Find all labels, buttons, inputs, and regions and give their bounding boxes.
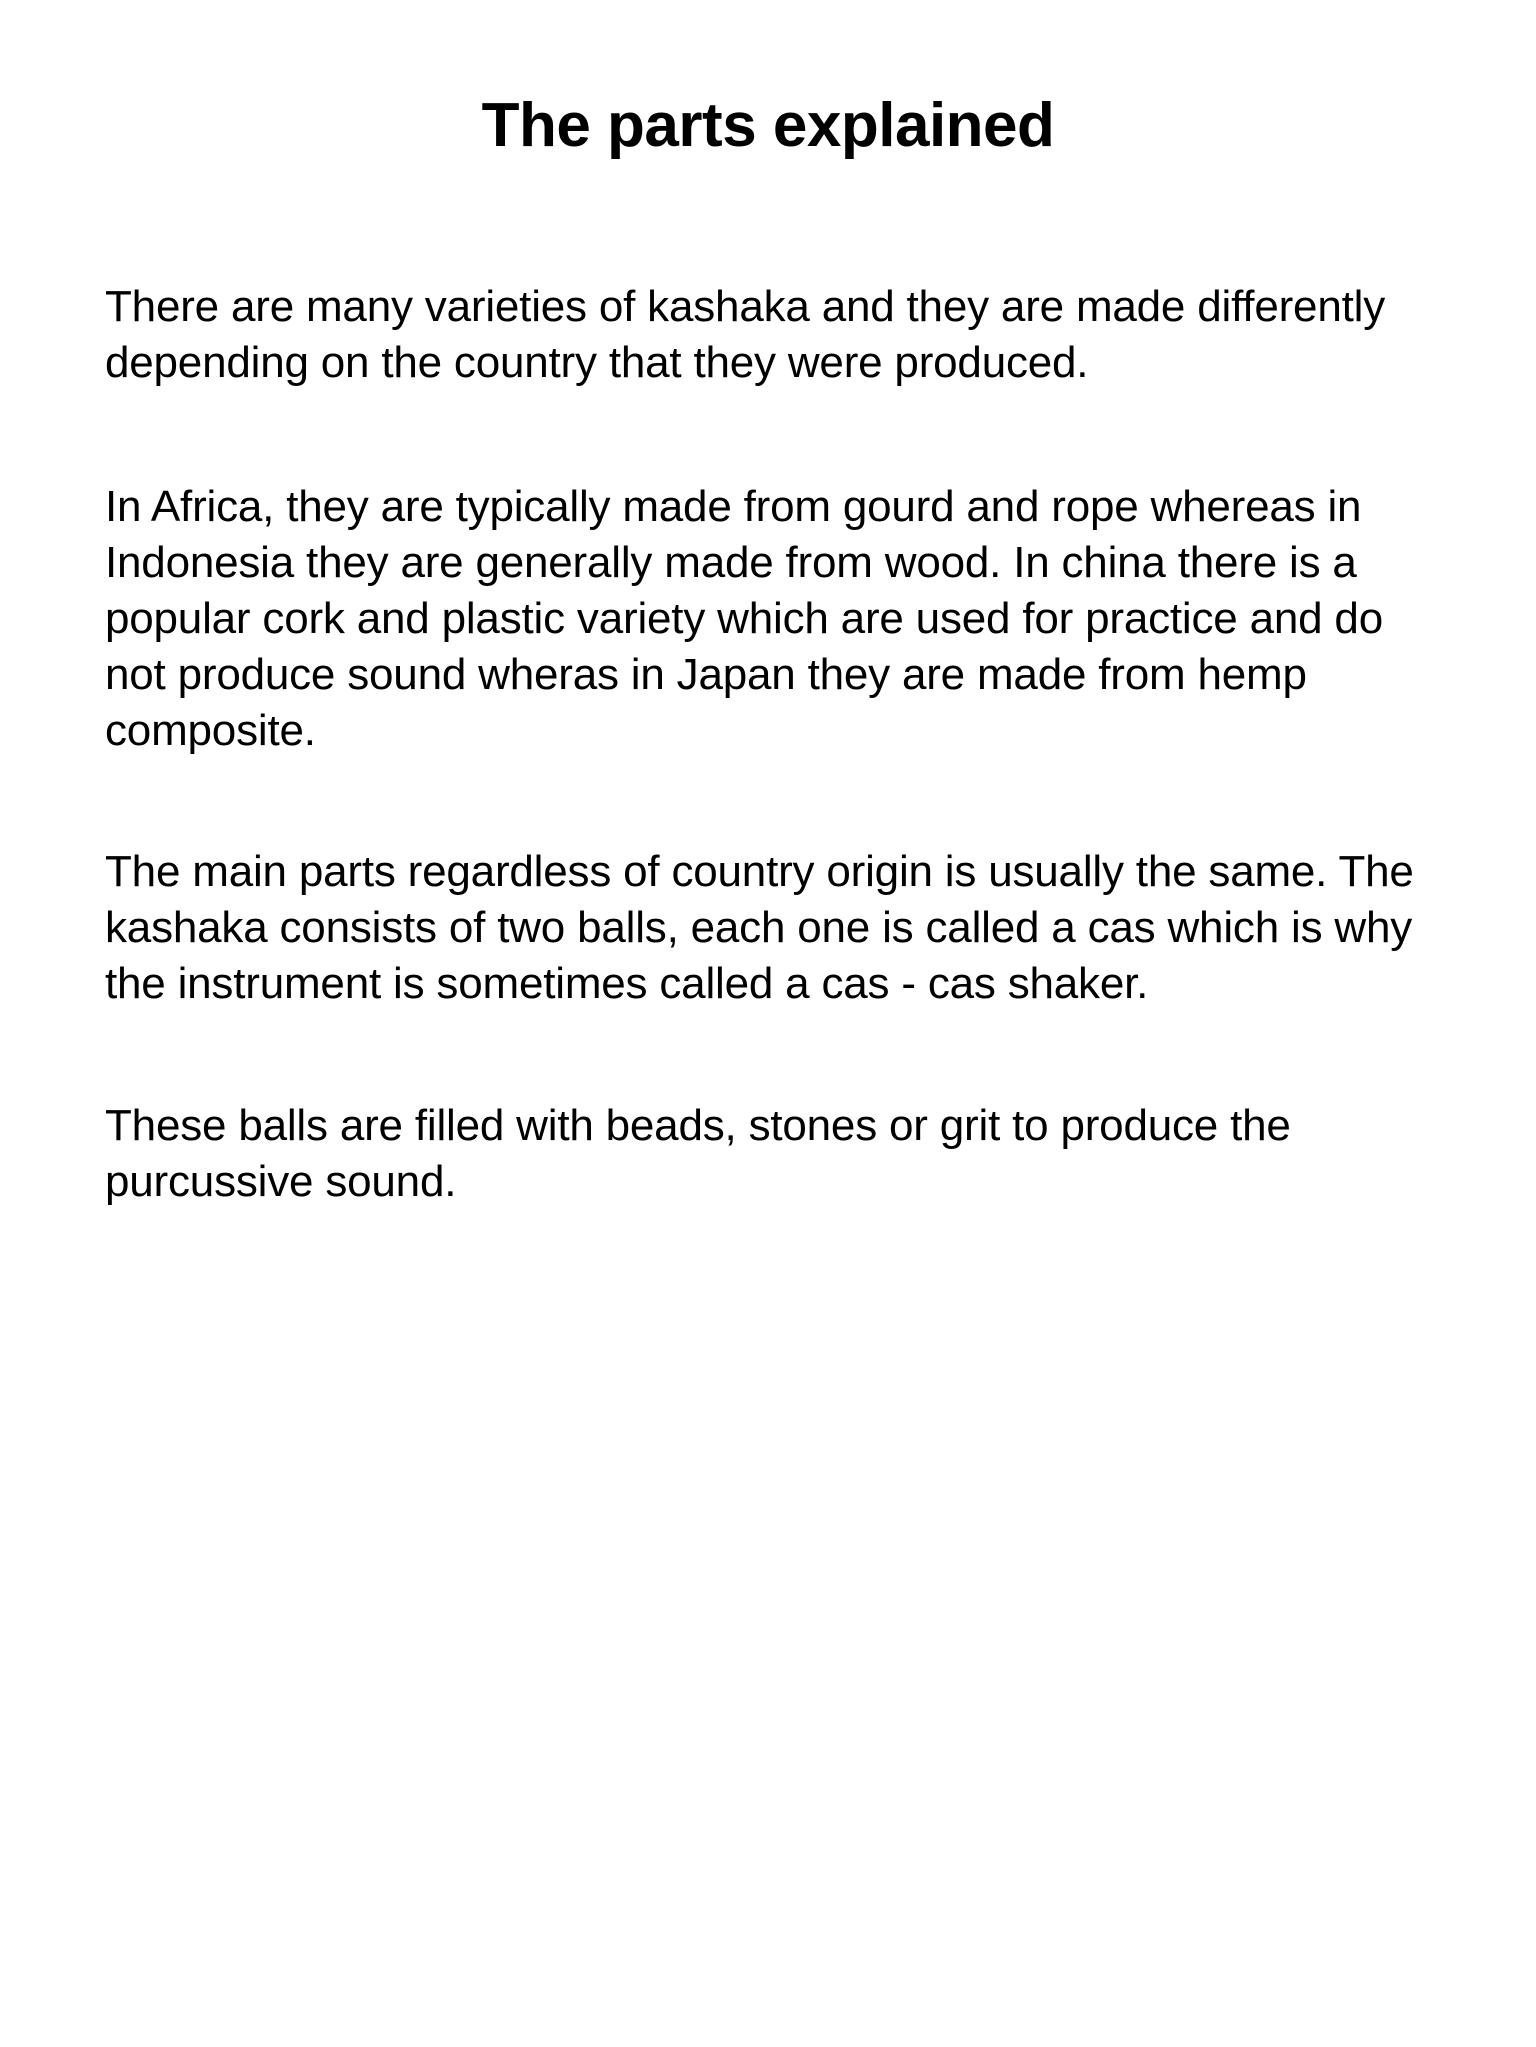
paragraph-4: These balls are filled with beads, stones or grit to produce the purcussive sound. [105,1101,1291,1206]
paragraph-spacer-1 [105,391,1441,479]
title-spacer [0,161,1536,279]
paragraph-3: The main parts regardless of country origin is usually the same. The kashaka consists of two balls, each one is called a cas which is why the instrument is sometimes called a cas - cas shaker. [105,847,1414,1009]
paragraph-1: There are many varieties of kashaka and they are made differently depending on the country that they were produced. [105,282,1385,388]
paragraph-2: In Africa, they are typically made from gourd and rope whereas in Indonesia they are generally made from wood. In china there is a popular cork and plastic variety which are used for practice and do not produce sound wheras in Japan they are made from hemp composite. [105,482,1383,755]
page-title: The parts explained [481,91,1055,160]
paragraph-spacer-2 [105,758,1441,844]
paragraph-spacer-3 [105,1012,1441,1098]
document-body [0,279,1536,1210]
